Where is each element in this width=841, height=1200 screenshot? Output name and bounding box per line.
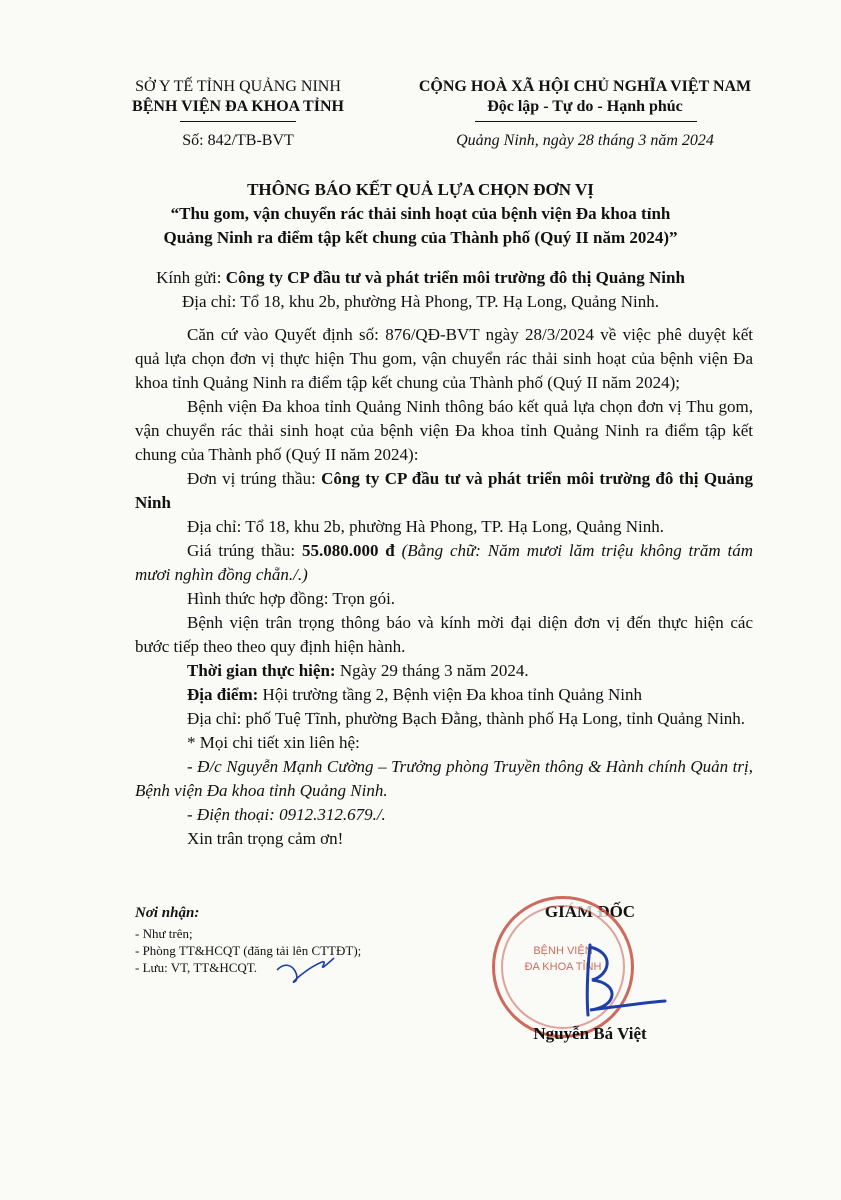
notice-subtitle-line1: “Thu gom, vận chuyển rác thải sinh hoạt của bệnh viện Đa khoa tỉnh bbox=[170, 204, 671, 223]
price-paragraph bbox=[135, 539, 753, 587]
place-label: Địa điểm: bbox=[187, 685, 259, 704]
header-right-rule bbox=[475, 121, 697, 122]
contract-type: Hình thức hợp đồng: Trọn gói. bbox=[187, 589, 396, 608]
issue-date: Quảng Ninh, ngày 28 tháng 3 năm 2024 bbox=[456, 132, 714, 149]
recipient-line bbox=[0, 268, 841, 288]
notice-body bbox=[135, 323, 753, 851]
receivers-title: Nơi nhận: bbox=[135, 905, 200, 921]
place-address: Địa chỉ: phố Tuệ Tĩnh, phường Bạch Đằng, thành phố Hạ Long, tỉnh Quảng Ninh. bbox=[187, 709, 746, 728]
hospital-name: BỆNH VIỆN ĐA KHOA TỈNH bbox=[132, 98, 344, 115]
time-label: Thời gian thực hiện: bbox=[187, 661, 336, 680]
contact-phone: - Điện thoại: 0912.312.679./. bbox=[187, 805, 386, 824]
notice-subtitle-line2: Quảng Ninh ra điểm tập kết chung của Thành phố (Quý II năm 2024)” bbox=[163, 228, 678, 247]
header-left-rule bbox=[180, 121, 296, 122]
time-paragraph bbox=[135, 659, 753, 683]
announcement-paragraph: Bệnh viện Đa khoa tỉnh Quảng Ninh thông báo kết quả lựa chọn đơn vị Thu gom, vận chuyển rác thải sinh hoạt của bệnh viện Đa khoa tỉnh Quảng Ninh ra điểm tập kết chung của Thành phố (Quý II năm 2024): bbox=[135, 397, 753, 464]
winner-name: Công ty CP đầu tư và phát triển môi trường đô thị Quảng Ninh bbox=[135, 469, 753, 512]
national-title: CỘNG HOÀ XÃ HỘI CHỦ NGHĨA VIỆT NAM bbox=[418, 78, 752, 95]
thanks-line: Xin trân trọng cảm ơn! bbox=[187, 829, 344, 848]
place-paragraph bbox=[135, 683, 753, 707]
document-number: Số: 842/TB-BVT bbox=[182, 132, 294, 149]
seal-text-line1: BỆNH VIỆN bbox=[533, 945, 593, 957]
initials-mark bbox=[272, 950, 342, 990]
contact-person: - Đ/c Nguyễn Mạnh Cường – Trưởng phòng Truyền thông & Hành chính Quản trị, Bệnh viện Đa khoa tỉnh Quảng Ninh. bbox=[135, 757, 753, 800]
recipient-name: Công ty CP đầu tư và phát triển môi trường đô thị Quảng Ninh bbox=[225, 268, 685, 287]
signatory-name: Nguyễn Bá Việt bbox=[533, 1024, 647, 1043]
winner-address: Địa chỉ: Tổ 18, khu 2b, phường Hà Phong, TP. Hạ Long, Quảng Ninh. bbox=[187, 517, 665, 536]
winner-paragraph bbox=[135, 467, 753, 515]
agency-name: SỞ Y TẾ TỈNH QUẢNG NINH bbox=[135, 78, 341, 95]
seal-text-line2: ĐA KHOA TỈNH bbox=[524, 961, 602, 973]
price-words: (Bằng chữ: Năm mươi lăm triệu không trăm tám mươi nghìn đồng chẵn./.) bbox=[135, 541, 753, 584]
price-label: Giá trúng thầu: bbox=[187, 541, 302, 560]
recipient-address: Địa chỉ: Tổ 18, khu 2b, phường Hà Phong, TP. Hạ Long, Quảng Ninh. bbox=[181, 292, 660, 311]
notice-title: THÔNG BÁO KẾT QUẢ LỰA CHỌN ĐƠN VỊ bbox=[247, 180, 594, 199]
receiver-item: - Như trên; bbox=[135, 926, 193, 941]
receiver-item: - Lưu: VT, TT&HCQT. bbox=[135, 960, 257, 975]
invitation-paragraph: Bệnh viện trân trọng thông báo và kính mời đại diện đơn vị đến thực hiện các bước tiếp theo theo quy định hiện hành. bbox=[135, 613, 753, 656]
place-value: Hội trường tầng 2, Bệnh viện Đa khoa tỉnh Quảng Ninh bbox=[258, 685, 642, 704]
winner-label: Đơn vị trúng thầu: bbox=[187, 469, 322, 488]
contact-intro: * Mọi chi tiết xin liên hệ: bbox=[187, 733, 360, 752]
signatory-role: GIÁM ĐỐC bbox=[544, 902, 636, 921]
time-value: Ngày 29 tháng 3 năm 2024. bbox=[335, 661, 529, 680]
national-motto: Độc lập - Tự do - Hạnh phúc bbox=[487, 98, 683, 115]
director-signature bbox=[560, 935, 670, 1025]
price-value: 55.080.000 đ bbox=[301, 541, 395, 560]
recipient-label: Kính gửi: bbox=[156, 268, 226, 287]
basis-paragraph: Căn cứ vào Quyết định số: 876/QĐ-BVT ngày 28/3/2024 về việc phê duyệt kết quả lựa chọn đơn vị thực hiện Thu gom, vận chuyển rác thải sinh hoạt của bệnh viện Đa khoa tỉnh Quảng Ninh ra điểm tập kết chung của Thành phố (Quý II năm 2024); bbox=[135, 325, 753, 392]
receiver-item: - Phòng TT&HCQT (đăng tải lên CTTĐT); bbox=[135, 943, 362, 958]
